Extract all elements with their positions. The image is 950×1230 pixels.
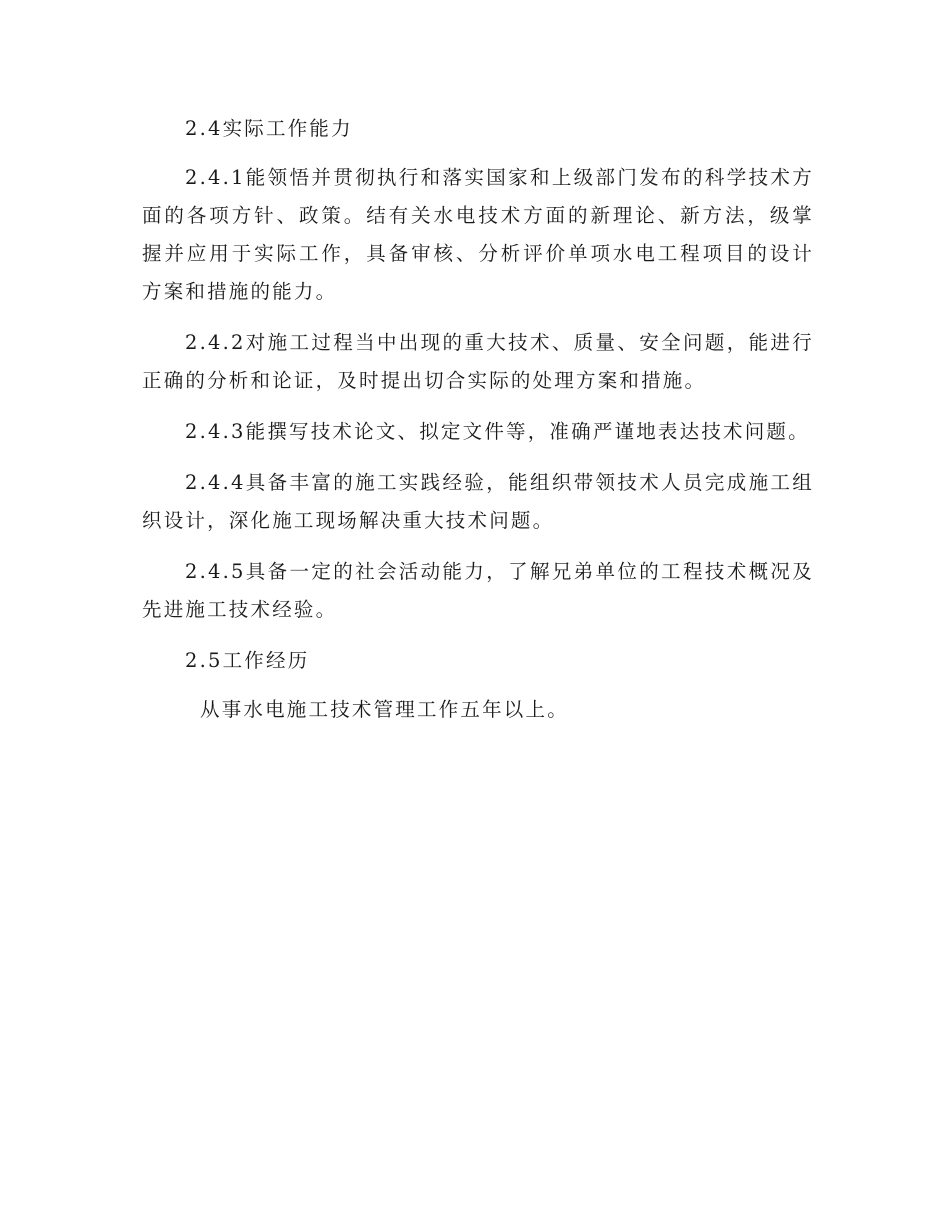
section-heading-2-5: 2.5工作经历 [185, 649, 310, 672]
document-page [142, 110, 814, 742]
paragraph-2-4-2: 2.4.2对施工过程当中出现的重大技术、质量、安全问题，能进行正确的分析和论证，及时提出切合实际的处理方案和措施。 [142, 331, 814, 392]
paragraph-2-4-1: 2.4.1能领悟并贯彻执行和落实国家和上级部门发布的科学技术方面的各项方针、政策。结有关水电技术方面的新理论、新方法，级掌握并应用于实际工作，具备审核、分析评价单项水电工程项目的设计方案和措施的能力。 [142, 166, 814, 303]
paragraph-2-4-5: 2.4.5具备一定的社会活动能力，了解兄弟单位的工程技术概况及先进施工技术经验。 [142, 560, 814, 621]
paragraph-2-4-3: 2.4.3能撰写技术论文、拟定文件等，准确严谨地表达技术问题。 [185, 420, 810, 443]
paragraph-work-experience: 从事水电施工技术管理工作五年以上。 [200, 698, 569, 721]
paragraph-2-4-4: 2.4.4具备丰富的施工实践经验，能组织带领技术人员完成施工组织设计，深化施工现场解决重大技术问题。 [142, 471, 814, 532]
section-heading-2-4: 2.4实际工作能力 [185, 117, 353, 140]
